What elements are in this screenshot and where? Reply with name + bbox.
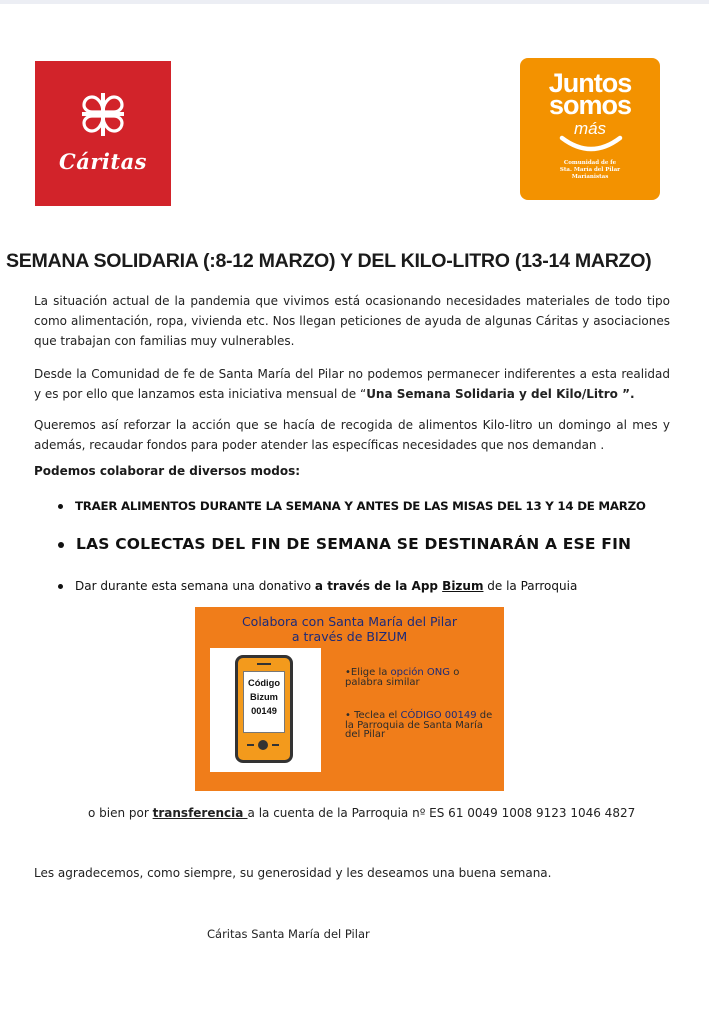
list-item-bizum — [58, 579, 577, 593]
bizum-step-2 — [345, 711, 495, 740]
phone-icon — [235, 655, 293, 763]
logo-line-mas: más — [573, 119, 607, 138]
phone-menu-icon — [272, 744, 279, 746]
logo-subtitle-3: Marianistas — [571, 174, 609, 180]
transfer-info — [88, 806, 635, 820]
phone-home-icon — [258, 740, 268, 750]
paragraph-situation: La situación actual de la pandemia que vivimos está ocasionando necesidades materiales de todo tipo como alimentación, ropa, vivienda etc. Nos llegan peticiones de ayuda de algunas Cáritas y asociaciones que trabajan con familias muy vulnerables. — [34, 294, 670, 348]
bizum-info-box — [195, 607, 504, 791]
list-item-bizum-post: de la Parroquia — [483, 579, 578, 593]
bizum-box-title — [195, 614, 504, 644]
ways-to-help-heading: Podemos colaborar de diversos modos: — [34, 464, 301, 478]
paragraph-reinforce: Queremos así reforzar la acción que se hacía de recogida de alimentos Kilo-litro un domingo al mes y además, recaudar fondos para poder atender las específicas necesidades que nos demandan . — [34, 418, 670, 452]
thanks-text: Les agradecemos, como siempre, su generosidad y les deseamos una buena semana. — [34, 866, 552, 880]
list-item-food — [58, 499, 646, 513]
initiative-name: Una Semana Solidaria y del Kilo/Litro ”. — [366, 387, 635, 401]
phone-text-code: 00149 — [251, 706, 277, 716]
list-item-collections-text: LAS COLECTAS DEL FIN DE SEMANA SE DESTINARÁN A ESE FIN — [76, 535, 632, 553]
page-title: SEMANA SOLIDARIA (:8-12 MARZO) Y DEL KILO-LITRO (13-14 MARZO) — [6, 250, 652, 272]
paragraph-community — [34, 364, 670, 404]
phone-speaker — [257, 663, 271, 665]
list-item-bizum-bold: a través de la App — [314, 579, 443, 593]
transfer-link[interactable]: transferencia — [152, 806, 248, 820]
bizum-title-line2: a través de BIZUM — [291, 629, 408, 644]
list-item-collections — [58, 535, 631, 553]
phone-text-codigo: Código — [247, 678, 280, 688]
phone-panel — [210, 648, 321, 772]
bizum-step-1-c: o palabra similar — [345, 667, 460, 688]
top-strip — [0, 0, 709, 4]
logo-line-juntos: Juntos — [548, 68, 632, 98]
bizum-step-2-highlight: CÓDIGO 00149 — [400, 710, 477, 721]
bizum-title-line1: Colabora con Santa María del Pilar — [241, 614, 458, 629]
signature: Cáritas Santa María del Pilar — [207, 927, 370, 941]
bullet-icon — [58, 504, 63, 509]
paragraph-community-text: Desde la Comunidad de fe de Santa María del Pilar no podemos permanecer indiferentes a esta realidad y es por ello que lanzamos esta iniciativa mensual de “ — [34, 367, 670, 401]
phone-back-icon — [247, 744, 254, 746]
bullet-icon — [58, 584, 63, 589]
caritas-logo — [35, 61, 171, 206]
logo-subtitle-1: Comunidad de fe — [563, 160, 617, 166]
phone-text-bizum: Bizum — [250, 692, 278, 702]
caritas-hearts-cross-icon — [78, 89, 128, 139]
transfer-account: a la cuenta de la Parroquia nº ES 61 0049 1008 9123 1046 4827 — [247, 806, 636, 820]
bizum-step-2-a: • Teclea el — [345, 710, 401, 721]
transfer-pre: o bien por — [88, 806, 153, 820]
phone-screen — [243, 671, 285, 733]
bullet-icon — [58, 542, 64, 548]
logo-subtitle — [540, 160, 640, 181]
bizum-step-1 — [345, 668, 495, 687]
caritas-logo-text: Cáritas — [59, 149, 147, 174]
logo-line-somos: somos — [548, 90, 632, 120]
bizum-step-1-a: •Elige la — [345, 667, 391, 678]
juntos-somos-mas-logo — [520, 58, 660, 200]
bizum-step-1-highlight: opción ONG — [390, 667, 451, 678]
bizum-link[interactable]: Bizum — [442, 579, 484, 593]
list-item-bizum-text: Dar durante esta semana una donativo — [75, 579, 315, 593]
list-item-food-text: TRAER ALIMENTOS DURANTE LA SEMANA Y ANTES DE LAS MISAS DEL 13 Y 14 DE MARZO — [75, 499, 646, 513]
logo-subtitle-2: Sta. María del Pilar — [559, 167, 621, 173]
bizum-step-2-c: de la Parroquia de Santa María del Pilar — [345, 710, 493, 740]
smile-icon — [558, 132, 624, 156]
